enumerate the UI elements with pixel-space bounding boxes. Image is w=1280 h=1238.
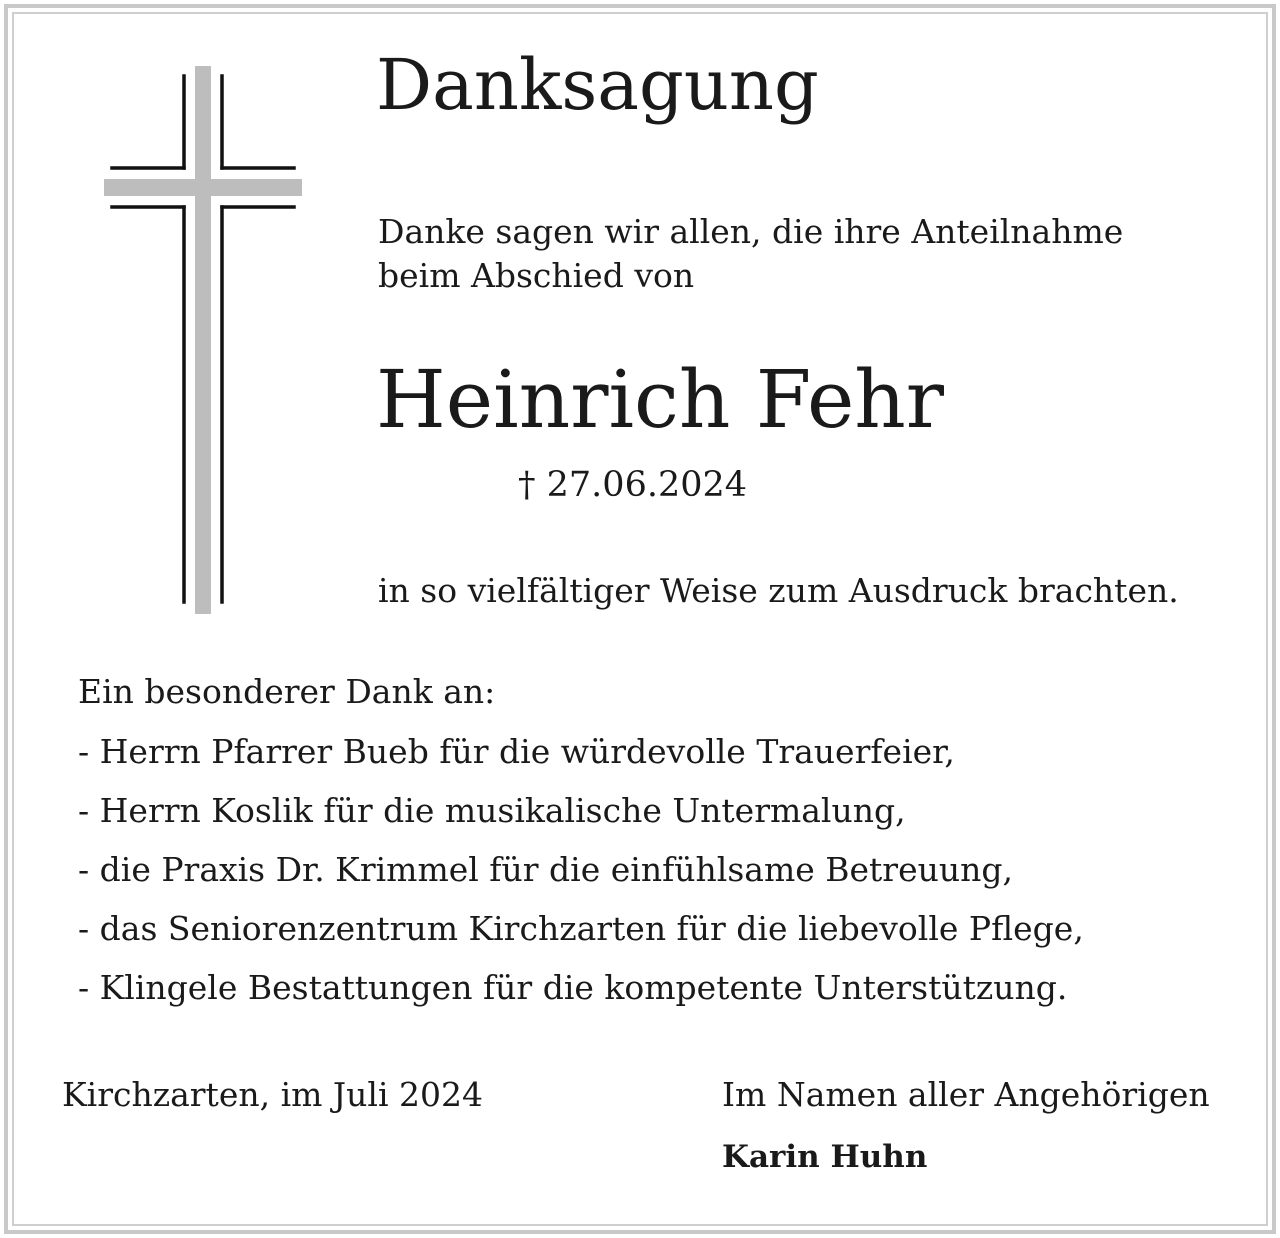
list-item: - Klingele Bestattungen für die kompetente Unterstützung. (78, 968, 1068, 1007)
list-item: - die Praxis Dr. Krimmel für die einfühlsame Betreuung, (78, 850, 1013, 889)
christian-cross-icon (100, 62, 306, 618)
intro-text (378, 210, 1123, 298)
death-date-line (518, 465, 748, 505)
special-thanks-heading: Ein besonderer Dank an: (78, 672, 496, 711)
cross-vertical-beam (195, 66, 211, 614)
intro-line-2: beim Abschied von (378, 256, 695, 295)
special-thanks-list (78, 722, 1084, 1017)
death-date: 27.06.2024 (546, 465, 748, 505)
list-item: - Herrn Pfarrer Bueb für die würdevolle Trauerfeier, (78, 732, 955, 771)
signoff-text: Im Namen aller Angehörigen (722, 1075, 1210, 1114)
intro-line-1: Danke sagen wir allen, die ihre Anteilnahme (378, 212, 1124, 251)
deceased-name: Heinrich Fehr (376, 353, 945, 446)
list-item: - das Seniorenzentrum Kirchzarten für die liebevolle Pflege, (78, 909, 1084, 948)
notice-title: Danksagung (376, 44, 819, 126)
signer-name: Karin Huhn (722, 1139, 928, 1175)
special-thanks-section (78, 662, 1084, 1017)
cross-horizontal-beam (104, 179, 302, 196)
place-and-date: Kirchzarten, im Juli 2024 (62, 1075, 483, 1114)
list-item: - Herrn Koslik für die musikalische Untermalung, (78, 791, 906, 830)
outro-text: in so vielfältiger Weise zum Ausdruck brachten. (378, 571, 1179, 610)
dagger-icon: † (518, 465, 536, 505)
